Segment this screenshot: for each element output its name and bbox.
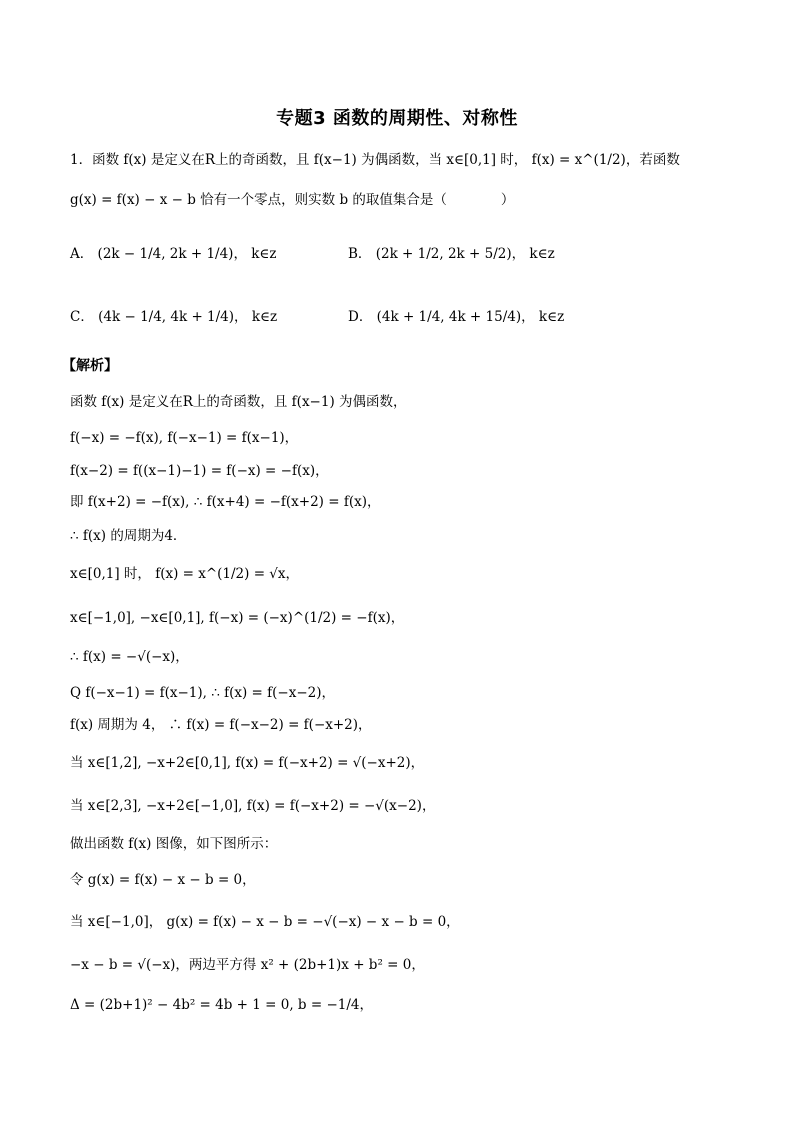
question-line-1: 1．函数 f(x) 是定义在R上的奇函数，且 f(x−1) 为偶函数，当 x∈[0,1] 时， f(x) = x^(1/2)，若函数	[70, 152, 680, 168]
analysis-line: 函数 f(x) 是定义在R上的奇函数，且 f(x−1) 为偶函数，	[70, 394, 407, 410]
analysis-line: 当 x∈[−1,0]， g(x) = f(x) − x − b = −√(−x) − x − b = 0，	[70, 914, 460, 930]
analysis-line: f(x−2) = f((x−1)−1) = f(−x) = −f(x)，	[70, 463, 329, 479]
option-a	[70, 242, 277, 266]
analysis-line: 当 x∈[1,2], −x+2∈[0,1], f(x) = f(−x+2) = √(−x+2)，	[70, 755, 425, 771]
analysis-line: x∈[0,1] 时， f(x) = x^(1/2) = √x，	[70, 566, 300, 582]
option-c-text: (4k − 1/4, 4k + 1/4)， k∈z	[98, 309, 278, 325]
analysis-line: 做出函数 f(x) 图像，如下图所示：	[70, 836, 278, 852]
analysis-line: 即 f(x+2) = −f(x), ∴ f(x+4) = −f(x+2) = f(x)，	[70, 494, 381, 510]
analysis-line: 当 x∈[2,3], −x+2∈[−1,0], f(x) = f(−x+2) = −√(x−2)，	[70, 798, 436, 814]
option-d-label: D．	[348, 309, 373, 325]
option-c	[70, 305, 277, 329]
option-b-label: B．	[348, 246, 372, 262]
option-a-label: A．	[70, 246, 94, 262]
analysis-line: Q f(−x−1) = f(x−1), ∴ f(x) = f(−x−2)，	[70, 685, 336, 701]
option-d	[348, 305, 564, 329]
question-line-2: g(x) = f(x) − x − b 恰有一个零点，则实数 b 的取值集合是（ ）	[70, 192, 515, 208]
analysis-line: f(x) 周期为 4， ∴ f(x) = f(−x−2) = f(−x+2)，	[70, 717, 372, 733]
analysis-line: Δ = (2b+1)² − 4b² = 4b + 1 = 0, b = −1/4，	[70, 997, 374, 1013]
option-a-text: (2k − 1/4, 2k + 1/4)， k∈z	[97, 246, 277, 262]
option-d-text: (4k + 1/4, 4k + 15/4)， k∈z	[376, 309, 565, 325]
page-title: 专题3 函数的周期性、对称性	[276, 108, 518, 129]
analysis-line: −x − b = √(−x)，两边平方得 x² + (2b+1)x + b² = 0，	[70, 957, 425, 973]
analysis-label: 【解析】	[62, 358, 118, 374]
option-b-text: (2k + 1/2, 2k + 5/2)， k∈z	[375, 246, 555, 262]
analysis-line: 令 g(x) = f(x) − x − b = 0，	[70, 872, 256, 888]
analysis-line: ∴ f(x) 的周期为4．	[70, 528, 187, 544]
option-c-label: C．	[70, 309, 94, 325]
option-b	[348, 242, 555, 266]
analysis-line: x∈[−1,0], −x∈[0,1], f(−x) = (−x)^(1/2) = −f(x)，	[70, 610, 405, 626]
analysis-line: f(−x) = −f(x), f(−x−1) = f(x−1)，	[70, 430, 299, 446]
analysis-line: ∴ f(x) = −√(−x)，	[70, 649, 189, 665]
